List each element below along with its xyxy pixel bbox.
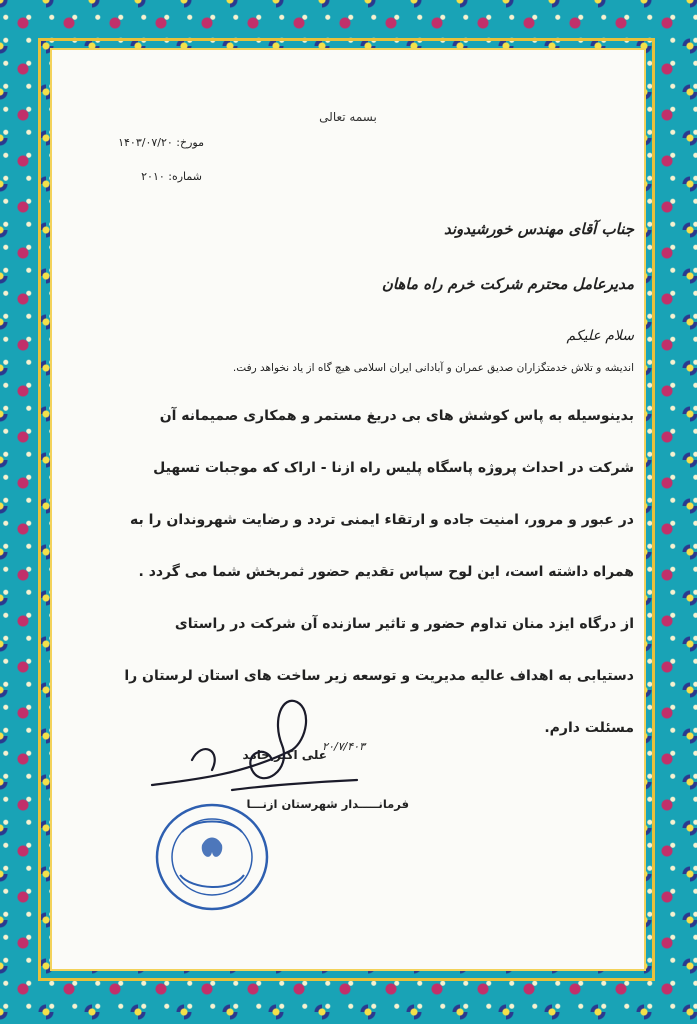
handwritten-signature — [132, 690, 362, 810]
body-line: مسئلت دارم. — [544, 720, 634, 736]
recipient-name: جناب آقای مهندس خورشیدوند — [444, 220, 634, 238]
letter-heading: بسمه تعالی — [319, 110, 377, 124]
intro-line: اندیشه و تلاش خدمتگزاران صدیق عمران و آبادانی ایران اسلامی هیچ گاه از یاد نخواهد رفت. — [232, 362, 634, 374]
body-line: در عبور و مرور، امنیت جاده و ارتقاء ایمنی تردد و رضایت شهروندان را به — [130, 512, 634, 528]
body-line: دستیابی به اهداف عالیه مدیریت و توسعه زیر ساخت های استان لرستان را — [124, 668, 634, 684]
handwritten-date: ۲۰/۷/۴۰۳ — [322, 740, 365, 753]
body-line: شرکت در احداث پروژه پاسگاه پلیس راه ازنا - اراک که موجبات تسهیل — [153, 460, 634, 476]
letter-date: مورخ: ۱۴۰۳/۰۷/۲۰ — [118, 136, 204, 149]
signer-name: علی اکبر حامد — [242, 748, 327, 762]
official-seal — [152, 800, 272, 915]
body-line: همراه داشته است، این لوح سپاس تقدیم حضور ثمربخش شما می گردد . — [138, 564, 634, 580]
body-line: از درگاه ایزد منان تداوم حضور و تاثیر سازنده آن شرکت در راستای — [174, 616, 634, 632]
letter-page — [52, 50, 644, 969]
recipient-title: مدیرعامل محترم شرکت خرم راه ماهان — [381, 275, 634, 293]
signer-title: فرمانـــــدار شهرستان ازنـــا — [246, 797, 409, 811]
body-line: بدینوسیله به پاس کوشش های بی دریغ مستمر و همکاری صمیمانه آن — [159, 408, 634, 424]
letter-number: شماره: ۲۰۱۰ — [141, 170, 202, 183]
greeting: سلام علیکم — [566, 328, 634, 344]
